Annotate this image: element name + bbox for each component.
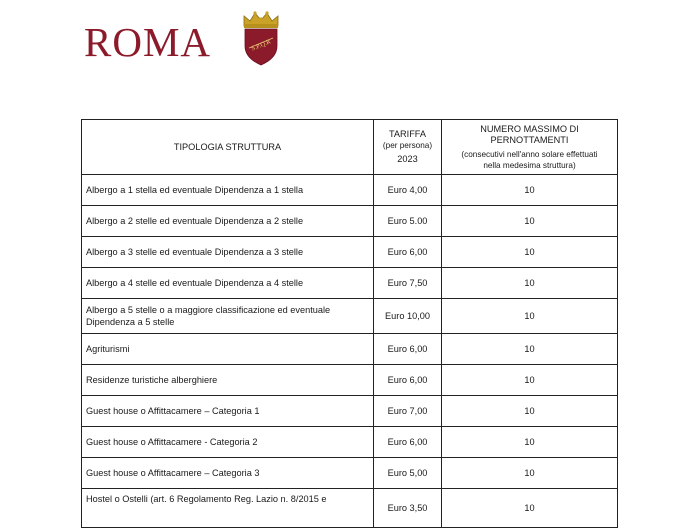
header-tipologia: TIPOLOGIA STRUTTURA [82,120,374,175]
cell-tipologia: Hostel o Ostelli (art. 6 Regolamento Reg. Lazio n. 8/2015 e [82,489,374,528]
table-row [82,489,618,528]
cell-max: 10 [442,489,618,528]
table-header-row [82,120,618,175]
table-row [82,175,618,206]
cell-tipologia: Guest house o Affittacamere – Categoria 3 [82,458,374,489]
cell-tariffa: Euro 4,00 [374,175,442,206]
table-row [82,237,618,268]
cell-tariffa: Euro 6,00 [374,334,442,365]
cell-tipologia: Albergo a 3 stelle ed eventuale Dipendenza a 3 stelle [82,237,374,268]
cell-tariffa: Euro 10,00 [374,299,442,334]
table-row [82,458,618,489]
cell-tipologia [82,299,374,334]
cell-tariffa: Euro 5,00 [374,458,442,489]
cell-tariffa: Euro 6,00 [374,237,442,268]
cell-tariffa: Euro 5.00 [374,206,442,237]
cell-tipologia: Albergo a 4 stelle ed eventuale Dipendenza a 4 stelle [82,268,374,299]
cell-tipologia-line-2: Dipendenza a 5 stelle [86,317,175,327]
table-row [82,334,618,365]
cell-tariffa: Euro 7,00 [374,396,442,427]
cell-max: 10 [442,396,618,427]
cell-max: 10 [442,458,618,489]
cell-tariffa: Euro 6,00 [374,365,442,396]
cell-tariffa: Euro 7,50 [374,268,442,299]
cell-tariffa: Euro 3,50 [374,489,442,528]
cell-max: 10 [442,365,618,396]
cell-tariffa: Euro 6,00 [374,427,442,458]
cell-max: 10 [442,237,618,268]
cell-max: 10 [442,427,618,458]
cell-tipologia: Residenze turistiche alberghiere [82,365,374,396]
header-tariffa-sub: (per persona) [382,141,433,150]
header-max-sub-2: nella medesima struttura) [483,160,576,170]
table-row [82,365,618,396]
roma-logo-text: ROMA [84,19,212,65]
cell-max: 10 [442,206,618,237]
cell-tipologia: Guest house o Affittacamere – Categoria 1 [82,396,374,427]
crest-spqr-text: S.P.Q.R [250,38,272,53]
table-row [82,206,618,237]
table-row [82,268,618,299]
cell-tipologia: Guest house o Affittacamere - Categoria 2 [82,427,374,458]
header-tariffa-year: 2023 [397,154,418,164]
table-row [82,299,618,334]
cell-max: 10 [442,334,618,365]
cell-tipologia: Albergo a 1 stella ed eventuale Dipendenza a 1 stella [82,175,374,206]
header-max-sub-1: (consecutivi nell'anno solare effettuati [461,149,598,159]
roma-crest-icon [240,10,282,66]
cell-max: 10 [442,299,618,334]
cell-tipologia: Agriturismi [82,334,374,365]
table-row [82,396,618,427]
cell-max: 10 [442,268,618,299]
header-max-title-1: NUMERO MASSIMO DI [480,123,579,134]
cell-tipologia-line-1: Albergo a 5 stelle o a maggiore classificazione ed eventuale [86,305,331,315]
header-max-title-2: PERNOTTAMENTI [490,134,569,145]
header-max-pernottamenti [442,120,618,175]
table-row [82,427,618,458]
cell-max: 10 [442,175,618,206]
header-tariffa [374,120,442,175]
header-tariffa-title: TARIFFA [388,129,427,139]
cell-tipologia: Albergo a 2 stelle ed eventuale Dipendenza a 2 stelle [82,206,374,237]
tariff-table [81,119,618,528]
